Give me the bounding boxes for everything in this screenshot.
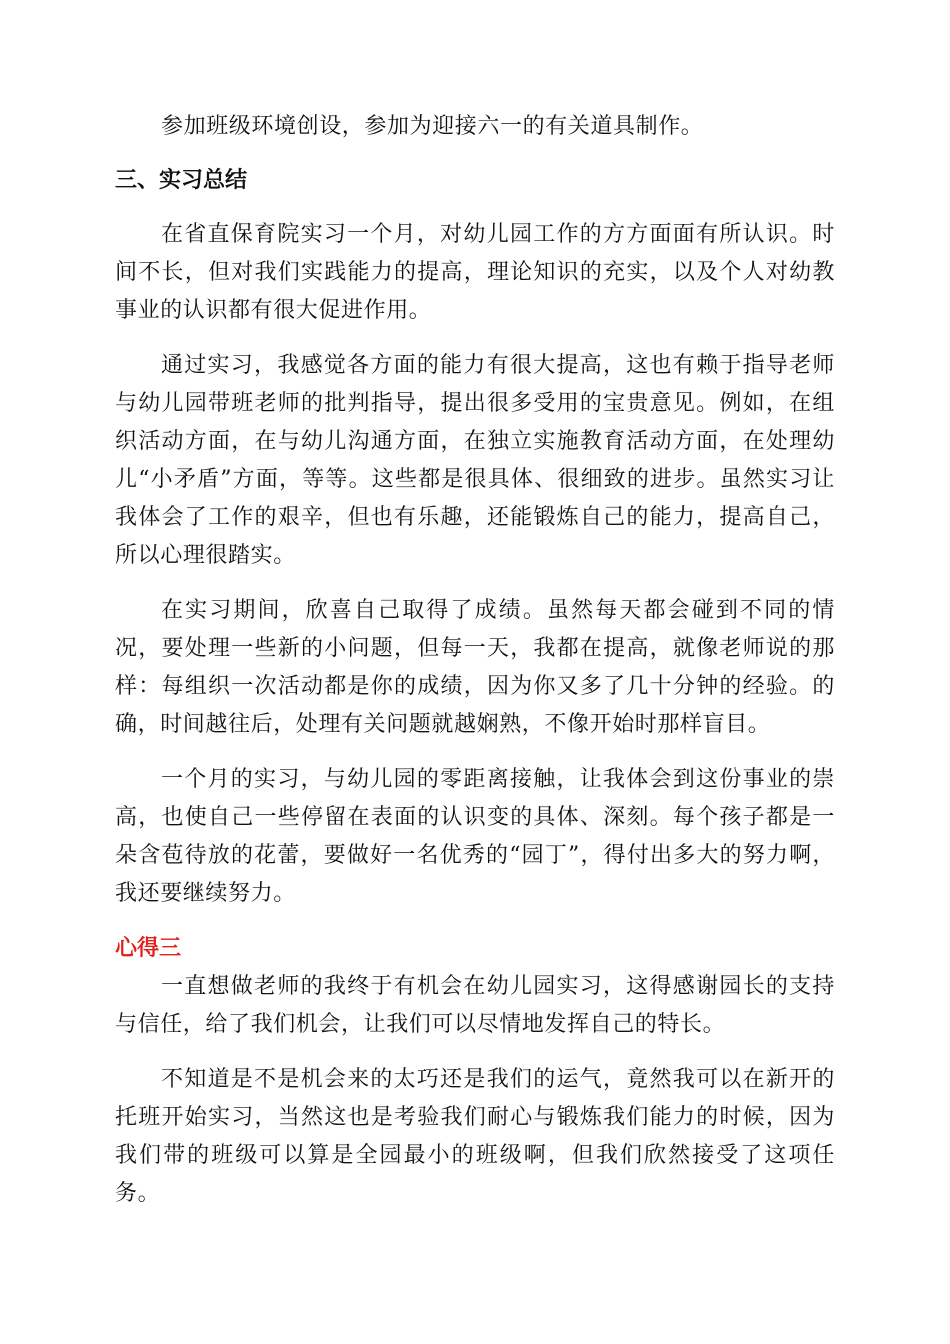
section-heading: 三、实习总结 <box>115 168 248 193</box>
document-page <box>115 108 835 1230</box>
paragraph: 不知道是不是机会来的太巧还是我们的运气，竟然我可以在新开的托班开始实习，当然这也是考验我们耐心与锻炼我们能力的时候，因为我们带的班级可以算是全园最小的班级啊，但我们欣然接受了这项任务。 <box>115 1067 835 1206</box>
paragraph: 通过实习，我感觉各方面的能力有很大提高，这也有赖于指导老师与幼儿园带班老师的批判指导，提出很多受用的宝贵意见。例如，在组织活动方面，在与幼儿沟通方面，在独立实施教育活动方面，在处理幼儿“小矛盾”方面，等等。这些都是很具体、很细致的进步。虽然实习让我体会了工作的艰辛，但也有乐趣，还能锻炼自己的能力，提高自己，所以心理很踏实。 <box>115 353 835 568</box>
paragraph: 在实习期间，欣喜自己取得了成绩。虽然每天都会碰到不同的情况，要处理一些新的小问题，但每一天，我都在提高，就像老师说的那样：每组织一次活动都是你的成绩，因为你又多了几十分钟的经验。的确，时间越往后，处理有关问题就越娴熟，不像开始时那样盲目。 <box>115 598 835 737</box>
paragraph: 一个月的实习，与幼儿园的零距离接触，让我体会到这份事业的崇高，也使自己一些停留在表面的认识变的具体、深刻。每个孩子都是一朵含苞待放的花蕾，要做好一名优秀的“园丁”，得付出多大的努力啊，我还要继续努力。 <box>115 767 835 906</box>
paragraph: 参加班级环境创设，参加为迎接六一的有关道具制作。 <box>161 114 704 139</box>
part-heading: 心得三 <box>115 936 182 961</box>
paragraph: 在省直保育院实习一个月，对幼儿园工作的方方面面有所认识。时间不长，但对我们实践能力的提高，理论知识的充实，以及个人对幼教事业的认识都有很大促进作用。 <box>115 222 835 323</box>
paragraph: 一直想做老师的我终于有机会在幼儿园实习，这得感谢园长的支持与信任，给了我们机会，让我们可以尽情地发挥自己的特长。 <box>115 974 835 1037</box>
